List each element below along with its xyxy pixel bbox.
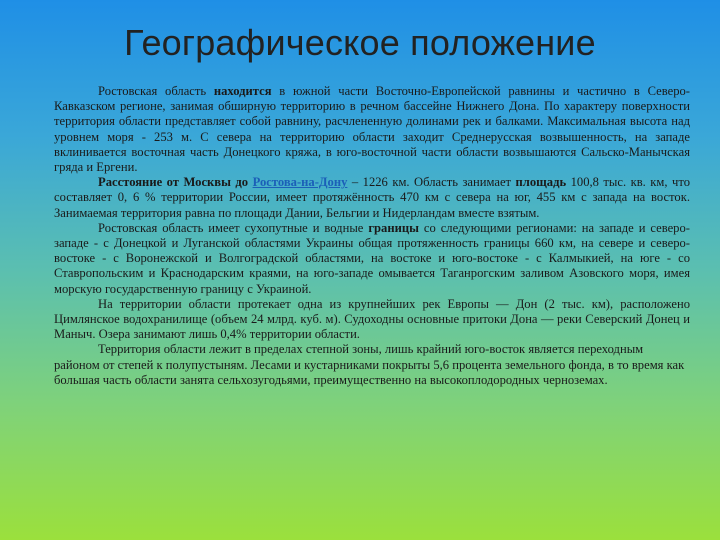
rostov-link[interactable]: Ростова-на-Дону bbox=[252, 175, 348, 190]
keyword-borders: границы bbox=[368, 220, 419, 235]
paragraph-text: Ростовская область имеет сухопутные и водные bbox=[98, 220, 369, 235]
paragraph-borders bbox=[54, 221, 690, 297]
paragraph-rivers bbox=[54, 297, 690, 343]
paragraph-location bbox=[54, 84, 690, 175]
keyword-area: площадь bbox=[515, 175, 567, 190]
paragraph-text: со следующими регионами: на западе и северо-западе - с Донецкой и Луганской областями Украины общая протяженность границы 660 км, на севере и северо-востоке - с Воронежской и Волгоградской областями, на востоке и юго-востоке - с Калмыкией, на юге - со Ставропольским и Краснодарским краями, на юго-западе омывается Таганрогским заливом Азовского моря, имея морскую государственную границу с Украиной. bbox=[54, 220, 690, 296]
keyword-distance: Расстояние от Москвы до bbox=[98, 175, 253, 190]
paragraph-text: в южной части Восточно-Европейской равнины и частично в Северо-Кавказском регионе, занимая обширную территорию в речном бассейне Нижнего Дона. По характеру поверхности территория области представляет собой равнину, расчлененную долинами рек и балками. Максимальная высота над уровнем моря - 253 м. С севера на территорию области заходит Среднерусская возвышенность, на западе вклинивается восточная часть Донецкого кряжа, в юго-восточной части области возвышаются Сальско-Манычская гряда и Ергени. bbox=[54, 84, 690, 175]
paragraph-text: На территории области протекает одна из крупнейших рек Европы — Дон (2 тыс. км), расположено Цимлянское водохранилище (объем 24 млрд. куб. м). Судоходны основные притоки Дона — реки Северский Донец и Маныч. Озера занимают лишь 0,4% территории области. bbox=[54, 296, 690, 342]
paragraph-text: 100,8 тыс. кв. км, что составляет 0, 6 % территории России, имеет протяжённость 470 км с севера на юг, 455 км с запада на восток. Занимаемая территория равна по площади Дании, Бельгии и Нидерландам вместе взятым. bbox=[54, 175, 690, 220]
paragraph-text: Территория области лежит в пределах степной зоны, лишь крайний юго-восток является переходным районом от степей к полупустыням. Лесами и кустарниками покрыты 5,6 процента земельного фонда, в то время как большая часть области занята сельхозугодьями, преимущественно на высокоплодородных черноземах. bbox=[54, 342, 685, 387]
paragraph-text: Ростовская область bbox=[98, 84, 214, 98]
paragraph-territory bbox=[54, 342, 690, 388]
paragraph-text: – 1226 км. Область занимает bbox=[347, 175, 516, 190]
slide-title: Географическое положение bbox=[124, 22, 596, 63]
slide-body bbox=[54, 84, 690, 388]
paragraph-distance bbox=[54, 175, 690, 221]
keyword-located: находится bbox=[213, 84, 272, 98]
